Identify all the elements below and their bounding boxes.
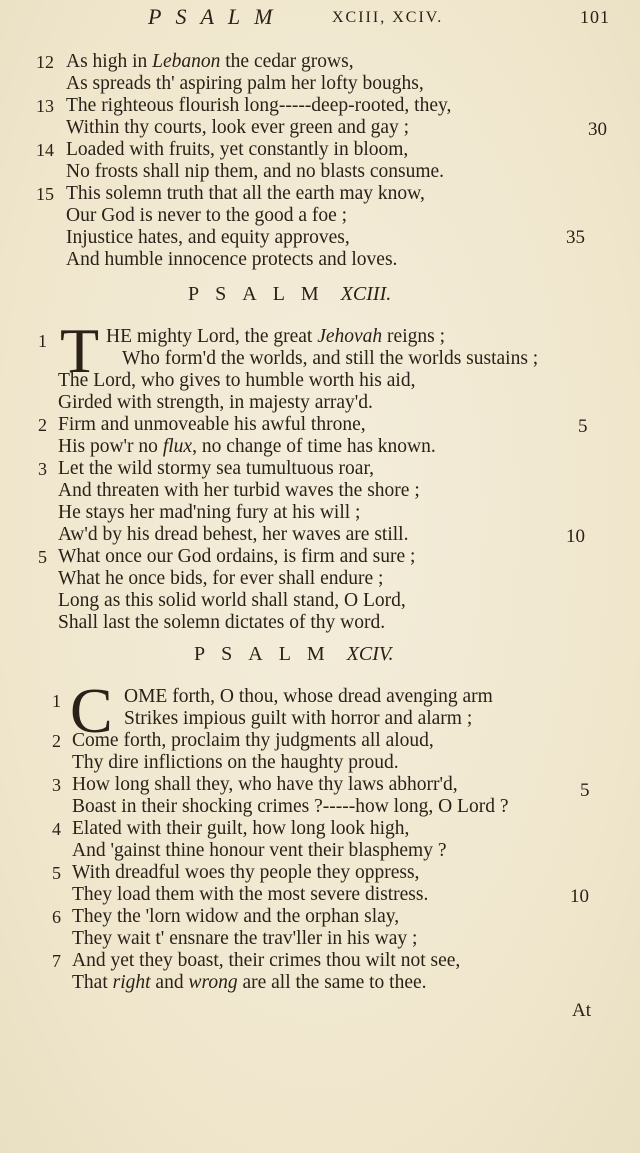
verse-number: 2 (38, 415, 47, 435)
verse-number: 4 (52, 819, 61, 839)
drop-cap: T (60, 315, 100, 386)
verse-number: 5 (38, 547, 47, 567)
heading-numeral: XCIV. (346, 643, 394, 665)
verse-line: Let the wild stormy sea tumultuous roar, (58, 458, 375, 479)
verse-line: Aw'd by his dread behest, her waves are still. (58, 524, 409, 545)
verse-line: He stays her mad'ning fury at his will ; (58, 502, 361, 523)
line-number: 10 (566, 526, 585, 547)
verse-line: This solemn truth that all the earth may know, (66, 183, 425, 204)
psalm-94-heading (194, 643, 394, 666)
verse-line: Within thy courts, look ever green and gay ; (66, 117, 410, 138)
verse-number: 3 (38, 459, 47, 479)
verse-number: 5 (52, 863, 61, 883)
heading-numeral: XCIII. (340, 283, 392, 305)
verse-line: Thy dire inflictions on the haughty proud. (72, 752, 399, 773)
running-header (0, 4, 640, 32)
verse-line: Long as this solid world shall stand, O Lord, (58, 590, 406, 611)
verse-line: With dreadful woes thy people they oppress, (72, 862, 420, 883)
verse-line: Girded with strength, in majesty array'd. (58, 392, 373, 413)
line-number: 5 (578, 416, 588, 437)
page-number: 101 (580, 7, 610, 27)
verse-line: They wait t' ensnare the trav'ller in his way ; (72, 928, 418, 949)
verse-number: 6 (52, 907, 61, 927)
verse-line: The righteous flourish long-----deep-rooted, they, (66, 95, 452, 116)
verse-line: His pow'r no flux, no change of time has known. (58, 436, 436, 457)
verse-number: 14 (36, 140, 54, 160)
verse-line: Loaded with fruits, yet constantly in bloom, (66, 139, 409, 160)
heading-word: PSALM (194, 643, 341, 665)
verse-line: As spreads th' aspiring palm her lofty boughs, (66, 73, 424, 94)
header-subtitle: XCIII, XCIV. (332, 9, 444, 26)
verse-line: And 'gainst thine honour vent their blasphemy ? (72, 840, 447, 861)
verse-number: 1 (52, 691, 61, 711)
verse-number: 3 (52, 775, 61, 795)
verse-number: 1 (38, 331, 47, 351)
verse-line: What he once bids, for ever shall endure ; (58, 568, 384, 589)
verse-line: Our God is never to the good a foe ; (66, 205, 348, 226)
heading-word: PSALM (188, 283, 335, 305)
verse-line: That right and wrong are all the same to thee. (72, 972, 427, 993)
verse-line: HE mighty Lord, the great Jehovah reigns ; (106, 326, 445, 347)
verse-line: Come forth, proclaim thy judgments all aloud, (72, 730, 434, 751)
psalm-93-heading (188, 283, 391, 306)
verse-line: Boast in their shocking crimes ?-----how long, O Lord ? (72, 796, 509, 817)
catchword: At (572, 1000, 591, 1021)
line-number: 5 (580, 780, 590, 801)
verse-line: And yet they boast, their crimes thou wilt not see, (72, 950, 461, 971)
verse-number: 2 (52, 731, 61, 751)
verse-line: Strikes impious guilt with horror and alarm ; (124, 708, 473, 729)
header-title: PSALM (148, 4, 287, 29)
verse-number: 12 (36, 52, 54, 72)
line-number: 30 (588, 119, 607, 140)
line-number: 35 (566, 227, 585, 248)
verse-line: Firm and unmoveable his awful throne, (58, 414, 366, 435)
verse-number: 13 (36, 96, 54, 116)
verse-line: What once our God ordains, is firm and sure ; (58, 546, 416, 567)
verse-line: They the 'lorn widow and the orphan slay, (72, 906, 400, 927)
verse-line: They load them with the most severe distress. (72, 884, 429, 905)
verse-line: And threaten with her turbid waves the shore ; (58, 480, 420, 501)
verse-line: Shall last the solemn dictates of thy word. (58, 612, 386, 633)
verse-line: And humble innocence protects and loves. (66, 249, 398, 270)
verse-line: The Lord, who gives to humble worth his aid, (58, 370, 416, 391)
line-number: 10 (570, 886, 589, 907)
verse-number: 15 (36, 184, 54, 204)
verse-line: As high in Lebanon the cedar grows, (66, 51, 354, 72)
verse-line: Who form'd the worlds, and still the worlds sustains ; (122, 348, 539, 369)
verse-number: 7 (52, 951, 61, 971)
drop-cap: C (70, 675, 113, 746)
verse-line: OME forth, O thou, whose dread avenging arm (124, 686, 493, 707)
verse-line: No frosts shall nip them, and no blasts consume. (66, 161, 445, 182)
verse-line: Elated with their guilt, how long look high, (72, 818, 410, 839)
verse-line: Injustice hates, and equity approves, (66, 227, 350, 248)
verse-line: How long shall they, who have thy laws abhorr'd, (72, 774, 458, 795)
